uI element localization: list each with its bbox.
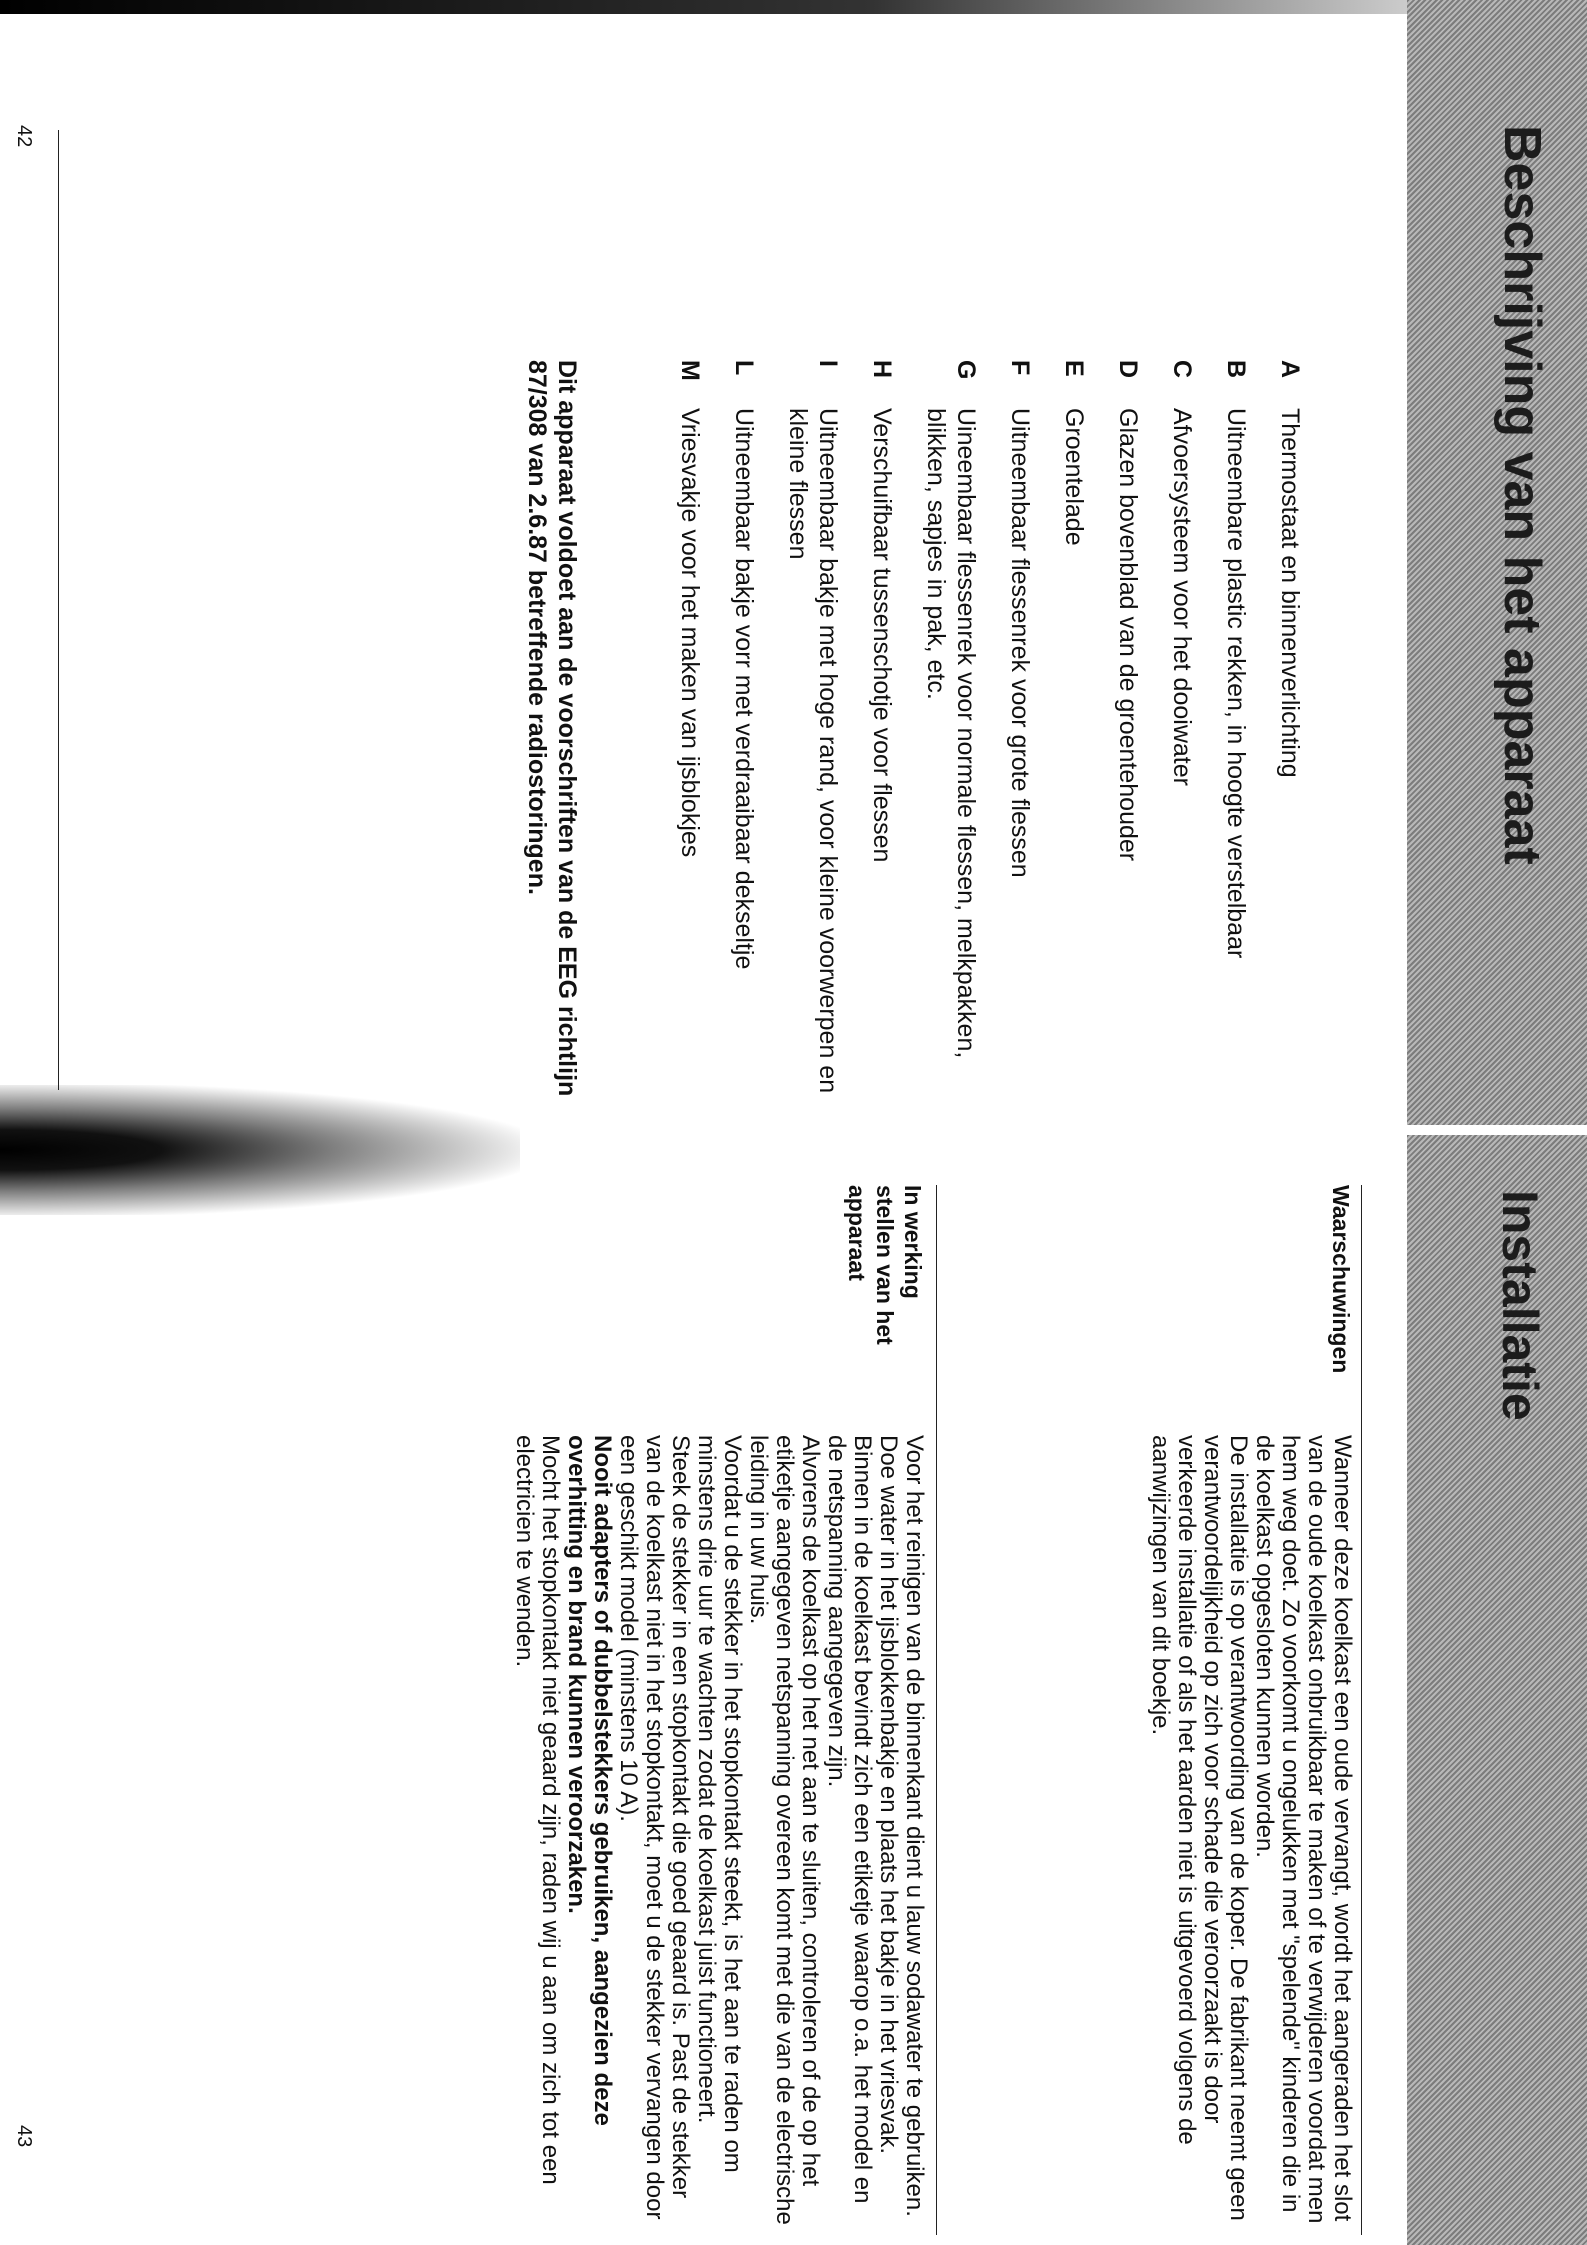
list-item: [1275, 360, 1305, 1120]
binding-shadow: [0, 1085, 520, 1215]
item-text: Groentelade: [1060, 408, 1088, 546]
page-number-right: 43: [13, 2125, 35, 2148]
list-item: [783, 360, 843, 1120]
component-list: [651, 360, 1305, 1120]
warnings-paragraph: De installatie is op verantwoording van de koper. De fabrikant neemt geen verantwoordelijkheid op zich voor schade die veroorzaakt is door verkeerde installatie of als het aarden niet is uitgevoerd volgens de aanwijzingen van dit boekje.: [1147, 1435, 1252, 2221]
operation-paragraph: Binnen in de koelkast bevindt zich een etiketje waarop o.a. het model en de netspanning aangegeven zijn.: [823, 1435, 876, 2204]
list-item: [867, 360, 897, 1120]
list-item: [921, 360, 981, 1120]
warnings-paragraph: Wanneer deze koelkast een oude vervangt, wordt het aangeraden het slot van de oude koelkast onbruikbaar te maken of te verwijderen voordat men hem weg doet. Zo voorkomt u ongelukken met "spelende" kinderen die in de koelkast opgesloten kunnen worden.: [1251, 1435, 1356, 2224]
item-letter: H: [868, 360, 896, 379]
item-letter: A: [1276, 360, 1304, 379]
eeg-compliance-note: Dit apparaat voldoet aan de voorschriften van de EEG richtlijn 87/308 van 2.6.87 betreffende radiostoringen.: [523, 360, 581, 1097]
warnings-heading: Waarschuwingen: [1328, 1185, 1354, 1374]
list-item: [1113, 360, 1143, 1120]
item-letter: G: [952, 360, 980, 380]
section-rule-middle: [936, 1185, 937, 2235]
operation-paragraph: Doe water in het ijsblokkenbakje en plaats het bakje in het vriesvak.: [875, 1435, 902, 2155]
item-text: Uitneembaar bakje met hoge rand, voor kleine voorwerpen en kleine flessen: [784, 408, 842, 1094]
item-letter: D: [1114, 360, 1142, 379]
grounding-paragraph: Mocht het stopkontakt niet geaard zijn, raden wij u aan om zich tot een electricien te wenden.: [511, 1435, 564, 2185]
operation-body: [511, 1435, 927, 2235]
warnings-body: [1147, 1435, 1355, 2235]
item-text: Glazen bovenblad van de groentehouder: [1114, 408, 1142, 862]
item-text: Uitneembare plastic rekken, in hoogte verstelbaar: [1222, 408, 1250, 959]
section-rule-top: [1361, 1185, 1362, 2235]
item-letter: M: [676, 360, 704, 381]
item-text: Afvoersysteem voor het dooiwater: [1168, 408, 1196, 786]
item-letter: I: [814, 360, 842, 367]
item-letter: E: [1060, 360, 1088, 377]
item-text: Vriesvakje voor het maken van ijsblokjes: [676, 408, 704, 858]
list-item: [1221, 360, 1251, 1120]
item-text: Uitneembaar bakje vorr met verdraaibaar dekseltje: [730, 408, 758, 970]
item-text: Verschuifbaar tussenschotje voor flessen: [868, 408, 896, 863]
item-letter: L: [730, 360, 758, 376]
left-page-title: Beschrijving van het apparaat: [1493, 125, 1551, 865]
list-item: [1059, 360, 1089, 1120]
operation-paragraph: Voordat u de stekker in het stopkontakt steekt, is het aan te raden om minstens drie uur te wachten zodat de koelkast juist functioneert.: [693, 1435, 746, 2173]
adapter-warning: Nooit adapters of dubbelstekkers gebruiken, aangezien deze overhitting en brand kunnen veroorzaken.: [563, 1435, 616, 2126]
list-item: [1167, 360, 1197, 1120]
list-item: [729, 360, 759, 1120]
item-text: Uitneembaar flessenrek voor grote flessen: [1006, 408, 1034, 878]
operation-paragraph: Voor het reinigen van de binnenkant dient u lauw sodawater te gebruiken.: [901, 1435, 928, 2217]
item-text: Thermostaat en binnenverlichting: [1276, 408, 1304, 778]
page-number-left: 42: [13, 125, 35, 148]
operation-heading: In werking stellen van het apparaat: [844, 1185, 926, 1345]
item-letter: B: [1222, 360, 1250, 379]
item-text: Uineembaar flessenrek voor normale flessen, melkpakken, blikken, sapjes in pak, etc.: [922, 408, 980, 1059]
list-item: [1005, 360, 1035, 1120]
operation-paragraph: Alvorens de koelkast op het net aan te sluiten, controleren of de op het etiketje aangegeven netspanning overeen komt met die van de electrische leiding in uw huis.: [745, 1435, 824, 2225]
right-page-title: Installatie: [1492, 1190, 1548, 1421]
list-item: [675, 360, 705, 1120]
item-letter: F: [1006, 360, 1034, 376]
operation-paragraph: Steek de stekker in een stopkontakt die goed geaard is. Past de stekker van de koelkast niet in het stopkontakt, moet u de stekker vervangen door een geschikt model (minstens 10 A).: [615, 1435, 694, 2220]
item-letter: C: [1168, 360, 1196, 379]
